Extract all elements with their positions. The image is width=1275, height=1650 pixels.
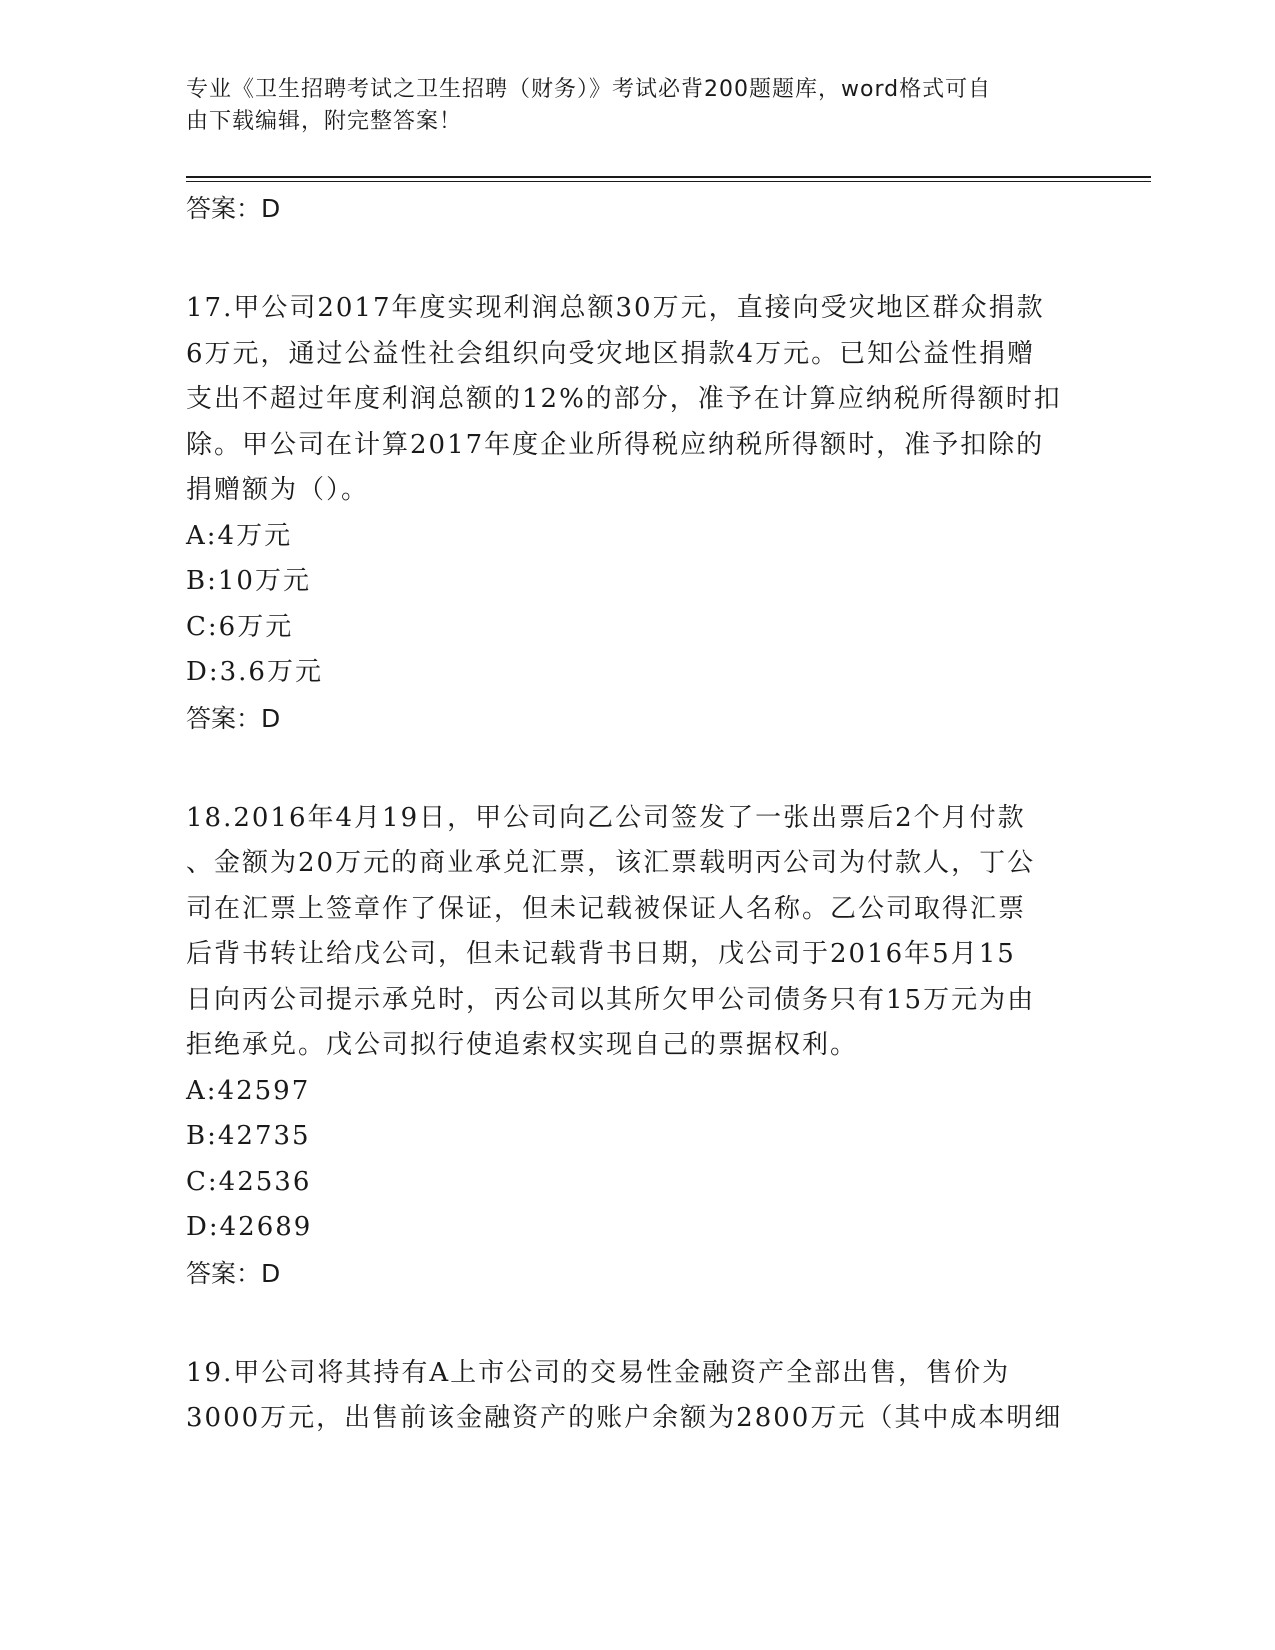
question-17-line-3: 支出不超过年度利润总额的12%的部分，准予在计算应纳税所得额时扣 [186,384,1062,414]
spacer [186,742,1086,796]
question-17-line-5: 捐赠额为（）。 [186,475,370,505]
spacer [186,1297,1086,1351]
header-rule-thin [186,181,1151,182]
question-18-line-1: 18.2016年4月19日，甲公司向乙公司签发了一张出票后2个月付款 [186,802,1026,833]
answer-16: 答案：D [186,194,281,223]
spacer [186,232,1086,286]
question-18-option-b: B:42735 [186,1121,311,1151]
question-18-line-6: 拒绝承兑。戊公司拟行使追索权实现自己的票据权利。 [186,1030,859,1060]
question-17-option-d: D:3.6万元 [186,657,323,687]
question-18-option-a: A:42597 [186,1075,311,1106]
question-17-line-2: 6万元，通过公益性社会组织向受灾地区捐款4万元。已知公益性捐赠 [186,338,1036,369]
question-17 [186,286,1086,742]
question-19 [186,1351,1086,1442]
question-18-line-3: 司在汇票上签章作了保证，但未记载被保证人名称。乙公司取得汇票 [186,893,1027,924]
header-line-1: 专业《卫生招聘考试之卫生招聘（财务）》考试必背200题题库，word格式可自 [186,77,992,102]
question-18-line-2: 、金额为20万元的商业承兑汇票，该汇票载明丙公司为付款人，丁公 [186,848,1036,878]
document-header [186,74,1066,138]
question-19-line-2: 3000万元，出售前该金融资产的账户余额为2800万元（其中成本明细 [186,1403,1063,1433]
question-17-option-a: A:4万元 [186,520,293,551]
question-18-answer: 答案：D [186,1258,281,1288]
document-content [186,186,1086,1442]
question-17-line-4: 除。甲公司在计算2017年度企业所得税应纳税所得额时，准予扣除的 [186,429,1045,460]
question-18-option-d: D:42689 [186,1212,313,1242]
header-line-2: 由下载编辑，附完整答案！ [186,109,463,134]
header-rule-thick [186,176,1151,178]
question-17-line-1: 17.甲公司2017年度实现利润总额30万元，直接向受灾地区群众捐款 [186,293,1045,323]
question-17-option-c: C:6万元 [186,611,294,642]
question-18-line-5: 日向丙公司提示承兑时，丙公司以其所欠甲公司债务只有15万元为由 [186,984,1036,1015]
question-19-line-1: 19.甲公司将其持有A上市公司的交易性金融资产全部出售，售价为 [186,1357,1011,1388]
question-18-line-4: 后背书转让给戊公司，但未记载背书日期，戊公司于2016年5月15 [186,939,1016,969]
question-18 [186,796,1086,1297]
question-17-option-b: B:10万元 [186,566,311,596]
question-18-option-c: C:42536 [186,1166,312,1197]
question-17-answer: 答案：D [186,703,281,733]
